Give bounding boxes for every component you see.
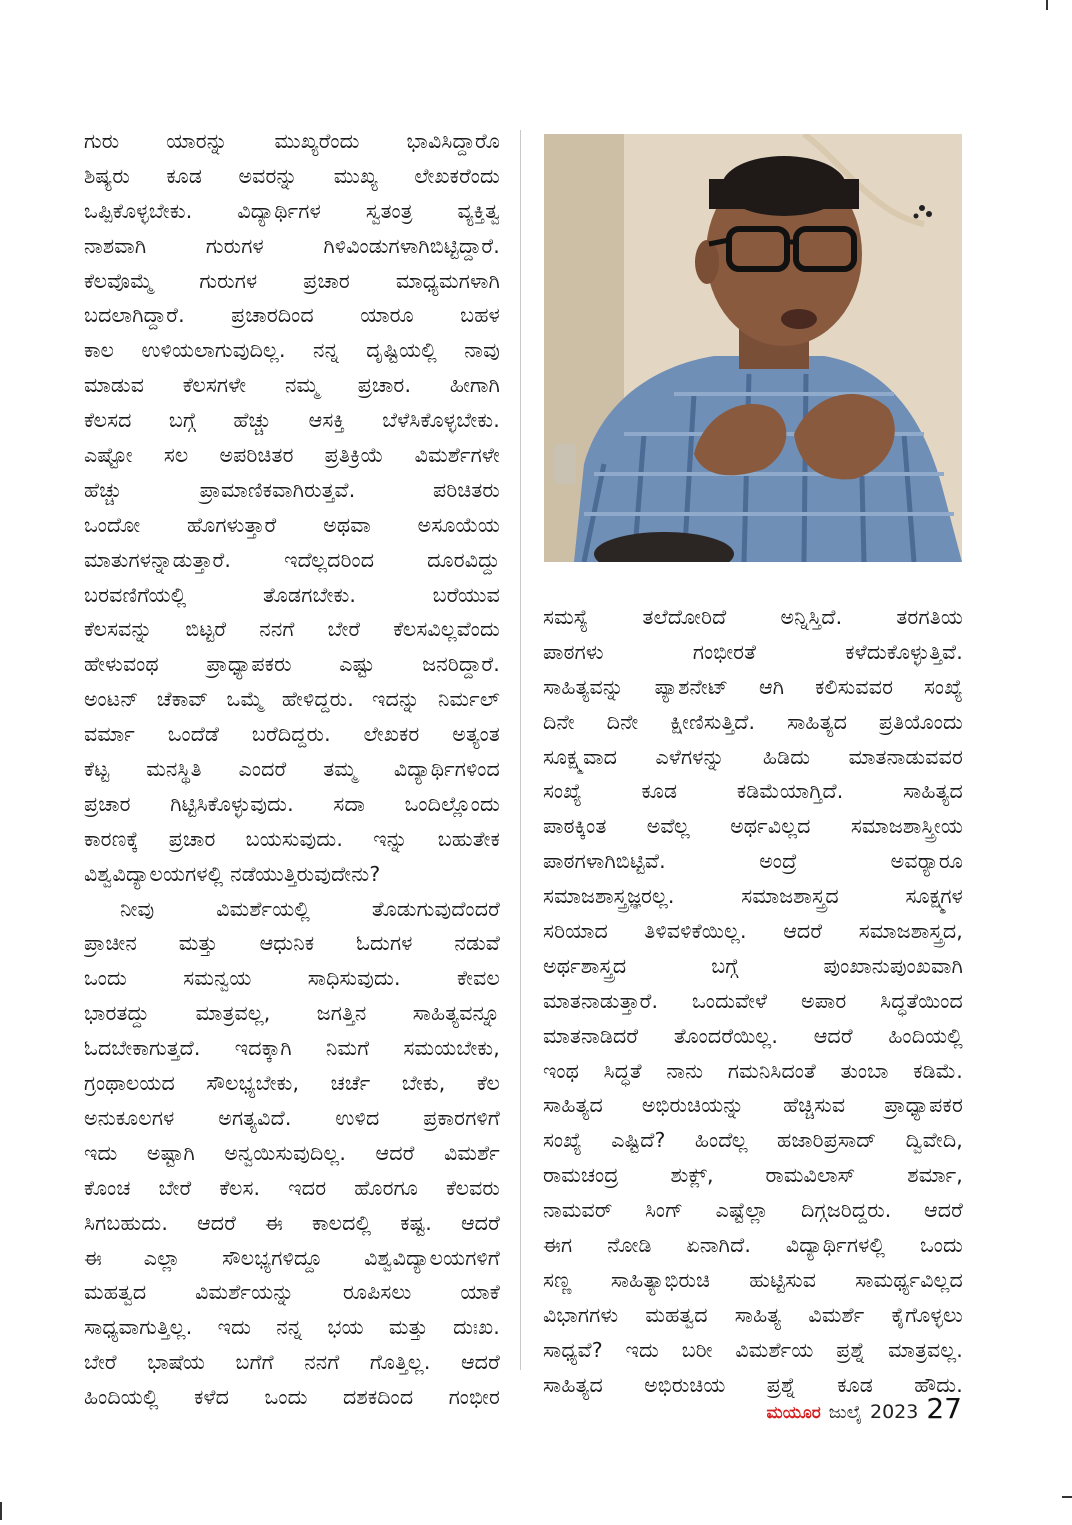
column-divider <box>520 130 521 1370</box>
article-column-left <box>84 124 500 1415</box>
issue-month: ಜುಲೈ <box>828 1402 862 1423</box>
crop-mark <box>0 1502 2 1520</box>
article-line: ಒಪ್ಪಿಕೊಳ್ಳಬೇಕು. ವಿದ್ಯಾರ್ಥಿಗಳ ಸ್ವತಂತ್ರ ವ್ಯಕ್ತಿತ್ವ <box>84 198 500 223</box>
page-number: 27 <box>926 1392 962 1425</box>
article-line: ಕೆಲವೊಮ್ಮೆ ಗುರುಗಳ ಪ್ರಚಾರ ಮಾಧ್ಯಮಗಳಾಗಿ <box>84 268 500 293</box>
article-line: ಪ್ರಾಚೀನ ಮತ್ತು ಆಧುನಿಕ ಓದುಗಳ ನಡುವೆ <box>84 931 500 956</box>
article-line: ಎಷ್ಟೋ ಸಲ ಅಪರಿಚಿತರ ಪ್ರತಿಕ್ರಿಯೆ ವಿಮರ್ಶೆಗಳೇ <box>84 443 500 468</box>
article-line: ಗ್ರಂಥಾಲಯದ ಸೌಲಭ್ಯಬೇಕು, ಚರ್ಚೆ ಬೇಕು, ಕೆಲ <box>84 1071 500 1096</box>
article-line: ಇದು ಅಷ್ಟಾಗಿ ಅನ್ವಯಿಸುವುದಿಲ್ಲ. ಆದರೆ ವಿಮರ್ಶೆ <box>84 1140 500 1165</box>
article-line: ನಾಶವಾಗಿ ಗುರುಗಳ ಗಿಳಿವಿಂಡುಗಳಾಗಿಬಿಟ್ಟಿದ್ದಾರೆ. <box>84 233 500 258</box>
article-line: ಸಾಧ್ಯವಾಗುತ್ತಿಲ್ಲ. ಇದು ನನ್ನ ಭಯ ಮತ್ತು ದುಃಖ. <box>84 1315 500 1340</box>
article-line: ಸಾಹಿತ್ಯದ ಅಭಿರುಚಿಯನ್ನು ಹೆಚ್ಚಿಸುವ ಪ್ರಾಧ್ಯಾಪಕರ <box>543 1093 963 1118</box>
article-line: ವಿಭಾಗಗಳು ಮಹತ್ವದ ಸಾಹಿತ್ಯ ವಿಮರ್ಶೆ ಕೈಗೊಳ್ಳಲು <box>543 1302 963 1327</box>
crop-mark <box>1062 1496 1072 1498</box>
article-line: ಸಂಖ್ಯೆ ಕೂಡ ಕಡಿಮೆಯಾಗ್ತಿದೆ. ಸಾಹಿತ್ಯದ <box>543 779 963 804</box>
article-line: ಇಂಥ ಸಿದ್ಧತೆ ನಾನು ಗಮನಿಸಿದಂತೆ ತುಂಬಾ ಕಡಿಮೆ. <box>543 1058 963 1083</box>
article-line: ಮಾತುಗಳನ್ನಾಡುತ್ತಾರೆ. ಇದೆಲ್ಲದರಿಂದ ದೂರವಿದ್ದು <box>84 547 500 572</box>
article-line: ನೀವು ವಿಮರ್ಶೆಯಲ್ಲಿ ತೊಡುಗುವುದೆಂದರೆ <box>120 896 500 921</box>
article-line: ಸಾಹಿತ್ಯವನ್ನು ಪ್ಯಾಶನೇಟ್ ಆಗಿ ಕಲಿಸುವವರ ಸಂಖ್ಯೆ <box>543 674 963 699</box>
article-line: ಸಮಸ್ಯೆ ತಲೆದೋರಿದೆ ಅನ್ನಿಸ್ತಿದೆ. ತರಗತಿಯ <box>543 605 963 629</box>
article-line: ಹಿಂದಿಯಲ್ಲಿ ಕಳೆದ ಒಂದು ದಶಕದಿಂದ ಗಂಭೀರ <box>84 1385 500 1410</box>
article-line: ಸಾಹಿತ್ಯದ ಅಭಿರುಚಿಯ ಪ್ರಶ್ನೆ ಕೂಡ ಹೌದು. <box>543 1372 963 1397</box>
article-line: ಸರಿಯಾದ ತಿಳಿವಳಿಕೆಯಿಲ್ಲ. ಆದರೆ ಸಮಾಜಶಾಸ್ತ್ರದ, <box>543 919 963 944</box>
article-line: ಸೂಕ್ಷ್ಮವಾದ ಎಳೆಗಳನ್ನು ಹಿಡಿದು ಮಾತನಾಡುವವರ <box>543 744 963 769</box>
article-line: ಪ್ರಚಾರ ಗಿಟ್ಟಿಸಿಕೊಳ್ಳುವುದು. ಸದಾ ಒಂದಿಲ್ಲೊಂದು <box>84 791 500 816</box>
article-line: ಕೆಲಸದ ಬಗ್ಗೆ ಹೆಚ್ಚು ಆಸಕ್ತಿ ಬೆಳೆಸಿಕೊಳ್ಳಬೇಕು. <box>84 408 500 433</box>
article-line: ಕೊಂಚ ಬೇರೆ ಕೆಲಸ. ಇದರ ಹೊರಗೂ ಕೆಲವರು <box>84 1175 500 1200</box>
article-line: ಮಾತನಾಡಿದರೆ ತೊಂದರೆಯಿಲ್ಲ. ಆದರೆ ಹಿಂದಿಯಲ್ಲಿ <box>543 1023 963 1048</box>
crop-mark <box>1046 0 1048 10</box>
article-line: ವರ್ಮಾ ಒಂದೆಡೆ ಬರೆದಿದ್ದರು. ಲೇಖಕರ ಅತ್ಯಂತ <box>84 722 500 747</box>
article-line: ಅನುಕೂಲಗಳ ಅಗತ್ಯವಿದೆ. ಉಳಿದ ಪ್ರಕಾರಗಳಿಗೆ <box>84 1105 500 1130</box>
page-footer <box>767 1392 962 1426</box>
article-line: ದಿನೇ ದಿನೇ ಕ್ಷೀಣಿಸುತ್ತಿದೆ. ಸಾಹಿತ್ಯದ ಪ್ರತಿಯೊಂದು <box>543 709 963 734</box>
article-line: ಪಾಠಗಳು ಗಂಭೀರತೆ ಕಳೆದುಕೊಳ್ಳುತ್ತಿವೆ. <box>543 639 963 664</box>
article-line: ಶಿಷ್ಯರು ಕೂಡ ಅವರನ್ನು ಮುಖ್ಯ ಲೇಖಕರೆಂದು <box>84 163 500 188</box>
article-line: ಹೆಚ್ಚು ಪ್ರಾಮಾಣಿಕವಾಗಿರುತ್ತವೆ. ಪರಿಚಿತರು <box>84 477 500 502</box>
magazine-name: ಮಯೂರ <box>766 1403 821 1423</box>
article-line: ಈ ಎಲ್ಲಾ ಸೌಲಭ್ಯಗಳಿದ್ದೂ ವಿಶ್ವವಿದ್ಯಾಲಯಗಳಿಗೆ <box>84 1245 500 1270</box>
article-line: ಕಾರಣಕ್ಕೆ ಪ್ರಚಾರ ಬಯಸುವುದು. ಇನ್ನು ಬಹುತೇಕ <box>84 826 500 851</box>
article-line: ಪಾಠಗಳಾಗಿಬಿಟ್ಟಿವೆ. ಅಂದ್ರೆ ಅವರ್‍ಯಾರೂ <box>543 849 963 874</box>
article-line: ಗುರು ಯಾರನ್ನು ಮುಖ್ಯರೆಂದು ಭಾವಿಸಿದ್ದಾರೊ <box>84 129 500 153</box>
article-line: ಅಂಟನ್ ಚೆಕಾವ್ ಒಮ್ಮೆ ಹೇಳಿದ್ದರು. ಇದನ್ನು ನಿರ್ಮಲ್ <box>84 687 500 712</box>
author-photo <box>544 134 962 562</box>
article-line: ಕೆಲಸವನ್ನು ಬಿಟ್ಟರೆ ನನಗೆ ಬೇರೆ ಕೆಲಸವಿಲ್ಲವೆಂದು <box>84 617 500 642</box>
article-line: ಕೆಟ್ಟ ಮನಸ್ಥಿತಿ ಎಂದರೆ ತಮ್ಮ ವಿದ್ಯಾರ್ಥಿಗಳಿಂದ <box>84 757 500 782</box>
article-line: ಸಿಗಬಹುದು. ಆದರೆ ಈ ಕಾಲದಲ್ಲಿ ಕಷ್ಟ. ಆದರೆ <box>84 1210 500 1235</box>
article-line: ಪಾಠಕ್ಕಿಂತ ಅವೆಲ್ಲ ಅರ್ಥವಿಲ್ಲದ ಸಮಾಜಶಾಸ್ತ್ರೀಯ <box>543 814 963 839</box>
article-line: ಸಮಾಜಶಾಸ್ತ್ರಜ್ಞರಲ್ಲ. ಸಮಾಜಶಾಸ್ತ್ರದ ಸೂಕ್ಷ್ಮಗಳ <box>543 884 963 909</box>
article-line: ಬರವಣಿಗೆಯಲ್ಲಿ ತೊಡಗಬೇಕು. ಬರೆಯುವ <box>84 582 500 607</box>
article-line: ಸಾಧ್ಯವೆ? ಇದು ಬರೀ ವಿಮರ್ಶೆಯ ಪ್ರಶ್ನೆ ಮಾತ್ರವಲ್ಲ. <box>543 1337 963 1362</box>
article-line: ಸಣ್ಣ ಸಾಹಿತ್ಯಾಭಿರುಚಿ ಹುಟ್ಟಿಸುವ ಸಾಮರ್ಥ್ಯವಿಲ್ಲದ <box>543 1267 963 1292</box>
article-line: ಮಾತನಾಡುತ್ತಾರೆ. ಒಂದುವೇಳೆ ಅಪಾರ ಸಿದ್ಧತೆಯಿಂದ <box>543 988 963 1013</box>
article-column-right <box>543 600 963 1402</box>
article-line: ಮಹತ್ವದ ವಿಮರ್ಶೆಯನ್ನು ರೂಪಿಸಲು ಯಾಕೆ <box>84 1280 500 1305</box>
article-line: ಅರ್ಥಶಾಸ್ತ್ರದ ಬಗ್ಗೆ ಪುಂಖಾನುಪುಂಖವಾಗಿ <box>543 953 963 978</box>
article-line: ಹೇಳುವಂಥ ಪ್ರಾಧ್ಯಾಪಕರು ಎಷ್ಟು ಜನರಿದ್ದಾರೆ. <box>84 652 500 677</box>
article-line: ವಿಶ್ವವಿದ್ಯಾಲಯಗಳಲ್ಲಿ ನಡೆಯುತ್ತಿರುವುದೇನು? <box>84 861 381 886</box>
article-line: ಓದಬೇಕಾಗುತ್ತದೆ. ಇದಕ್ಕಾಗಿ ನಿಮಗೆ ಸಮಯಬೇಕು, <box>84 1036 500 1061</box>
article-line: ಬೇರೆ ಭಾಷೆಯ ಬಗೆಗೆ ನನಗೆ ಗೊತ್ತಿಲ್ಲ. ಆದರೆ <box>84 1350 500 1375</box>
issue-year: 2023 <box>870 1401 919 1423</box>
article-line: ಬದಲಾಗಿದ್ದಾರೆ. ಪ್ರಚಾರದಿಂದ ಯಾರೂ ಬಹಳ <box>84 303 500 328</box>
article-line: ಕಾಲ ಉಳಿಯಲಾಗುವುದಿಲ್ಲ. ನನ್ನ ದೃಷ್ಟಿಯಲ್ಲಿ ನಾವು <box>84 338 500 363</box>
article-line: ಈಗ ನೋಡಿ ಏನಾಗಿದೆ. ವಿದ್ಯಾರ್ಥಿಗಳಲ್ಲಿ ಒಂದು <box>543 1233 963 1258</box>
article-line: ಸಂಖ್ಯೆ ಎಷ್ಟಿದೆ? ಹಿಂದೆಲ್ಲ ಹಜಾರಿಪ್ರಸಾದ್ ದ್ವಿವೇದಿ, <box>543 1128 963 1153</box>
article-line: ಭಾರತದ್ದು ಮಾತ್ರವಲ್ಲ, ಜಗತ್ತಿನ ಸಾಹಿತ್ಯವನ್ನೂ <box>84 1001 500 1026</box>
article-line: ಒಂದು ಸಮನ್ವಯ ಸಾಧಿಸುವುದು. ಕೇವಲ <box>84 966 500 991</box>
article-line: ಒಂದೋ ಹೊಗಳುತ್ತಾರೆ ಅಥವಾ ಅಸೂಯೆಯ <box>84 512 500 537</box>
article-line: ನಾಮವರ್ ಸಿಂಗ್ ಎಷ್ಟೆಲ್ಲಾ ದಿಗ್ಗಜರಿದ್ದರು. ಆದರೆ <box>543 1198 963 1223</box>
article-line: ರಾಮಚಂದ್ರ ಶುಕ್ಲ್, ರಾಮವಿಲಾಸ್ ಶರ್ಮಾ, <box>543 1163 963 1188</box>
article-line: ಮಾಡುವ ಕೆಲಸಗಳೇ ನಮ್ಮ ಪ್ರಚಾರ. ಹೀಗಾಗಿ <box>84 373 500 398</box>
